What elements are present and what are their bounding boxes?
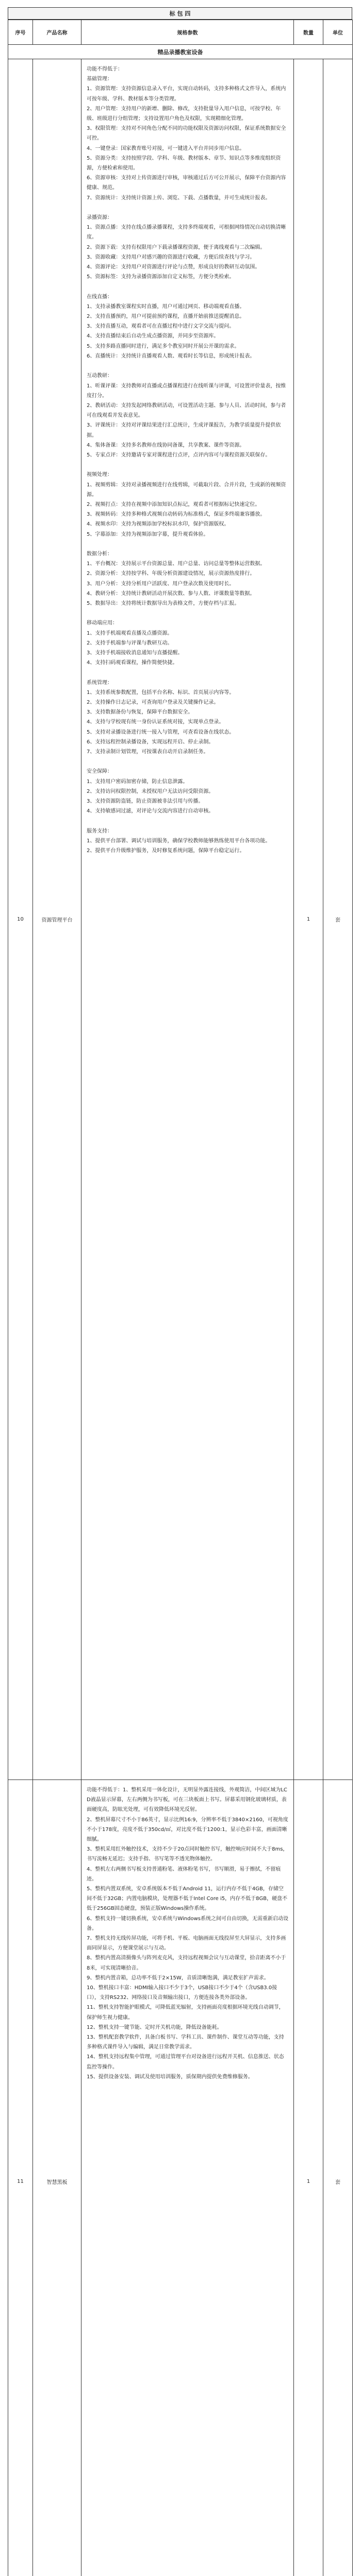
header-unit: 单位: [323, 20, 353, 45]
header-spec: 规格参数: [81, 20, 294, 45]
section-row: [8, 45, 353, 59]
row-spec: [81, 59, 294, 1780]
table-row: [8, 59, 353, 1780]
header-name: 产品名称: [33, 20, 81, 45]
row-unit: 套: [323, 59, 353, 1780]
header-qty: 数量: [294, 20, 323, 45]
header-row: [8, 20, 353, 45]
spec-table: [8, 20, 353, 2576]
spec-text: 功能不得低于：1、整机采用一体化设计，无明显外露连接线，外观简洁，中间区域为LCD液晶显示屏幕，左右两侧为书写板，可在三块板面上书写。屏幕采用钢化玻璃材质，表面硬度高，防眩光处理，可有效降低环境光反射。 2、整机屏幕尺寸不小于86英寸，显示比例16:9，分辨率不低于3840×2160，可视角度不小于178度，亮度不低于350cd/㎡，对比度不低于1200:1，显示色彩丰富，画面清晰细腻。 3、整机采用红外触控技术，支持不少于20点同时触控书写，触控响应时间不大于8ms，书写流畅无延迟；支持手指、书写笔等不透光物体触控。 4、整机左右两侧书写板支持普通粉笔、液体粉笔书写，书写顺滑，易于擦拭，不留痕迹。 5、整机内置双系统，安卓系统版本不低于Android 11，运行内存不低于4GB，存储空间不低于32GB；内置电脑模块，处理器不低于Intel Core i5，内存不低于8GB，硬盘不低于256GB固态硬盘，预装正版Windows操作系统。 6、整机支持一键切换系统，安卓系统与Windows系统之间可自由切换，无需重新启动设备。 7、整机支持无线传屏功能，可将手机、平板、电脑画面无线投屏至大屏显示，支持多画面同屏显示，方便课堂展示与互动。 8、整机内置高清摄像头与阵列麦克风，支持远程视频会议与互动课堂，拾音距离不小于8米，可实现清晰拾音。 9、整机内置音箱，总功率不低于2×15W，音质清晰饱满，满足教室扩声需求。 10、整机接口丰富：HDMI输入接口不少于3个，USB接口不少于4个（含USB3.0接口），支持RS232、网络接口及音频输出接口，方便连接各类外部设备。 11、整机支持智能护眼模式，可降低蓝光辐射，支持画面亮度根据环境光线自动调节，保护师生视力健康。 12、整机支持一键节能、定时开关机功能，降低设备能耗。 13、整机配套教学软件，具备白板书写、学科工具、课件制作、课堂互动等功能，支持多种格式课件导入与编辑，满足日常教学需求。 14、整机支持远程集中管理，可通过管理平台对设备进行远程开关机、信息推送、状态监控等操作。 15、提供设备安装、调试及使用培训服务，质保期内提供免费维修服务。: [87, 1787, 288, 2080]
row-spec: [81, 1780, 294, 2576]
row-product-name: 智慧黑板: [33, 1780, 81, 2576]
section-title: 精品录播教室设备: [8, 45, 353, 59]
table-row: [8, 1780, 353, 2576]
header-no: 序号: [8, 20, 33, 45]
row-product-name: 资源管理平台: [33, 59, 81, 1780]
row-qty: 1: [294, 1780, 323, 2576]
row-unit: 套: [323, 1780, 353, 2576]
row-qty: 1: [294, 59, 323, 1780]
spec-text: 功能不得低于： 基础管理： 1、资源管理：支持资源信息录入平台，实现自动转码，支持多种格式文件导入，系统内可按年级、学科、教材版本等分类管理。 2、用户管理：支持用户的新增、删除、修改，支持批量导入用户信息，可按学校、年级、班级进行分组管理；支持设置用户角色及权限，实现精细化管理。 3、权限管理：支持对不同角色分配不同的功能权限及资源访问权限，保证系统数据安全可控。 4、一键登录：国家教育账号对接，可一键进入平台并同步用户信息。 5、资源分类：支持按照学段、学科、年级、教材版本、章节、知识点等多维度组织资源，方便检索和使用。 6、资源审核：支持对上传资源进行审核，审核通过后方可公开展示，保障平台资源内容健康、规范。 7、资源统计：支持统计资源上传、浏览、下载、点播数量，并可生成统计报表。 录播资源： 1、资源点播：支持在线点播录播课程，支持多终端观看，可根据网络情况自动切换清晰度。 2、资源下载：支持有权限用户下载录播课程资源，便于离线观看与二次编辑。 3、资源收藏：支持用户对感兴趣的资源进行收藏，方便后续查找与学习。 4、资源评论：支持用户对资源进行评论与点赞，形成良好的教研互动氛围。 5、资源标签：支持为录播资源添加自定义标签，方便分类检索。 在线直播： 1、支持录播教室课程实时直播，用户可通过网页、移动端观看直播。 2、支持直播预约，用户可提前预约课程，直播开始前推送提醒消息。 3、支持直播互动，观看者可在直播过程中进行文字交流与提问。 4、支持直播结束后自动生成点播资源，并同步至资源库。 5、支持多路直播同时进行，满足多个教室同时开展公开课的需求。 6、直播统计：支持统计直播观看人数、观看时长等信息，形成统计报表。 互动教研： 1、听课评课：支持教师对直播或点播课程进行在线听课与评课，可设置评价量表，按维度打分。 2、教研活动：支持发起网络教研活动，可设置活动主题、参与人员、活动时间，参与者可在线观看并发表意见。 3、评课统计：支持对评课结果进行汇总统计，生成评课报告，为教学质量提升提供依据。 4、集体备课：支持多名教师在线协同备课，共享教案、课件等资源。 5、专家点评：支持邀请专家对课程进行点评，点评内容可与课程资源关联保存。 视频处理： 1、视频剪辑：支持对录播视频进行在线剪辑，可截取片段、合并片段，生成新的视频资源。 2、视频打点：支持在视频中添加知识点标记，观看者可根据标记快速定位。 3、视频转码：支持多种格式视频自动转码为标准格式，保证多终端兼容播放。 4、视频水印：支持为视频添加学校标识水印，保护资源版权。 5、字幕添加：支持为视频添加字幕，提升观看体验。 数据分析： 1、平台概况：支持展示平台资源总量、用户总量、访问总量等整体运营数据。 2、资源分析：支持按学科、年级分析资源建设情况，展示资源热度排行。 3、用户分析：支持分析用户活跃度、用户登录次数及使用时长。 4、教研分析：支持统计教研活动开展次数、参与人数、评课数量等数据。 5、数据导出：支持将统计数据导出为表格文件，方便存档与汇报。 移动端应用： 1、支持手机端观看直播及点播资源。 2、支持手机端参与评课与教研互动。 3、支持手机端接收消息通知与直播提醒。 4、支持扫码观看课程，操作简便快捷。 系统管理： 1、支持系统参数配置，包括平台名称、标识、首页展示内容等。 2、支持操作日志记录，可查询用户登录及关键操作记录。 3、支持数据备份与恢复，保障平台数据安全。 4、支持与学校现有统一身份认证系统对接，实现单点登录。 5、支持对录播设备进行统一接入与管理，可查看设备在线状态。 6、支持远程控制录播设备，实现远程开启、停止录制。 7、支持录制计划管理，可按课表自动开启录制任务。 安全保障： 1、支持用户密码加密存储，防止信息泄露。 2、支持访问权限控制，未授权用户无法访问受限资源。 3、支持资源防盗链，防止资源被非法引用与传播。 4、支持敏感词过滤，对评论与交流内容进行自动审核。 服务支持： 1、提供平台部署、调试与培训服务，确保学校教师能够熟练使用平台各项功能。 2、提供平台升级维护服务，及时修复系统问题，保障平台稳定运行。: [87, 66, 286, 854]
package-banner: 标 包 四: [8, 7, 352, 20]
row-no: 10: [8, 59, 33, 1780]
row-no: 11: [8, 1780, 33, 2576]
